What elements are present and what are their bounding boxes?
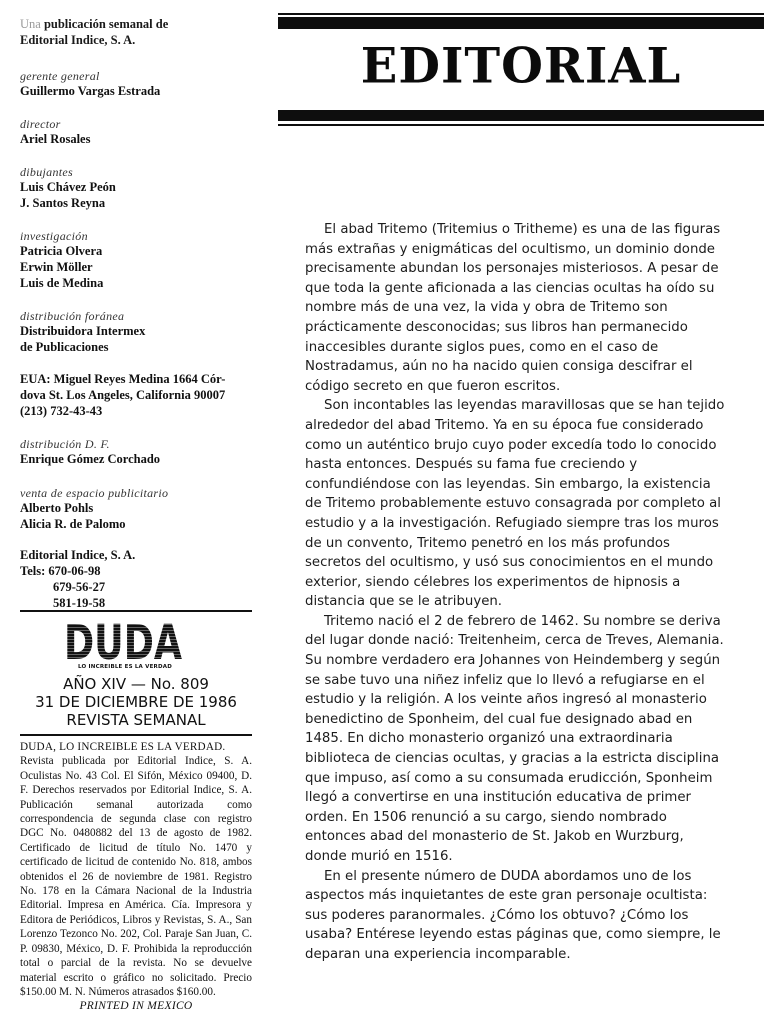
editorial-article <box>305 220 729 965</box>
issue-date: 31 DE DICIEMBRE DE 1986 <box>35 693 237 711</box>
article-paragraph: Tritemo nació el 2 de febrero de 1462. Su nombre se deriva del lugar donde nació: Treitenheim, cerca de Treves, Alemania. Su nombre verdadero era Johannes von Heindemberg y según se sabe tuvo una niñez infeliz que lo llevó a refugiarse en el estudio y la religión. A los veinte años ingresó al monasterio benedictino de Sponheim, del cual fue designado abad en 1485. En dicho monasterio organizó una extraordinaria biblioteca de ciencias ocultas, y gracias a la estricta disciplina que impuso, así como a su consumada erudicción, Sponheim llegó a convertirse en una institución educativa de primer orden. En 1506 renunció a su cargo, siendo nombrado entonces abad del monasterio de St. Jakob en Wurzburg, donde murió en 1516. <box>305 613 724 864</box>
printed-in: PRINTED IN MEXICO <box>79 1000 193 1012</box>
footer-rule-thick <box>278 110 764 121</box>
credit-name: de Publicaciones <box>20 340 109 354</box>
article-paragraph: En el presente número de DUDA abordamos uno de los aspectos más inquietantes de este gran personaje ocultista: sus poderes paranormales. ¿Cómo los obtuvo? ¿Cómo los usaba? Entérese leyendo estas páginas que, como siempre, le deparan una experiencia incomparable. <box>305 868 721 962</box>
credit-name: Ariel Rosales <box>20 132 91 146</box>
publisher-name: Editorial Indice, S. A. <box>20 548 136 562</box>
divider <box>20 610 252 612</box>
phone-number: 670-06-98 <box>48 564 101 578</box>
credit-investigacion <box>20 229 260 291</box>
credit-name: Alicia R. de Palomo <box>20 517 126 531</box>
issue-number: AÑO XIV — No. 809 <box>63 675 209 693</box>
credit-distribucion-foranea <box>20 309 260 355</box>
credit-name: Distribuidora Intermex <box>20 324 146 338</box>
credit-name: Alberto Pohls <box>20 501 94 515</box>
divider <box>20 734 252 736</box>
credit-name: Enrique Gómez Corchado <box>20 452 161 466</box>
credit-role: distribución foránea <box>20 309 125 323</box>
eua-line: (213) 732-43-43 <box>20 404 103 418</box>
masthead <box>20 16 255 48</box>
header-rule-thin <box>278 13 764 15</box>
issue-frequency: REVISTA SEMANAL <box>66 711 206 729</box>
legal-text: Revista publicada por Editorial Indice, S. A. Oculistas No. 43 Col. El Sifón, México 09400, D. F. Derechos reservados por Editorial Indice, S. A. Publicación semanal autorizada como correspondencia de segunda clase con registro DGC No. 0480882 del 13 de agosto de 1982. Certificado de licitud de título No. 1470 y certificado de licitud de contenido No. 818, ambos obtenidos el 26 de noviembre de 1981. Registro No. 178 en la Cámara Nacional de la Industria Editorial. Impresa en América. Cía. Impresora y Editora de Periódicos, Libros y Revistas, S. A., San Lorenzo Tezonco No. 202, Col. Paraje San Juan, C. P. 09830, México, D. F. Prohibida la reproducción total o parcial de la revista. No se devuelve material escrito o gráfico no solicitado. Precio $150.00 M. N. Números atrasados $160.00. <box>20 755 252 998</box>
legal-notice <box>20 740 252 999</box>
credit-name: Guillermo Vargas Estrada <box>20 84 161 98</box>
credit-role: distribución D. F. <box>20 437 110 451</box>
legal-heading: DUDA, LO INCREIBLE ES LA VERDAD. <box>20 741 226 753</box>
credit-director <box>20 117 260 147</box>
tels-label: Tels: <box>20 564 46 578</box>
phone-number: 581-19-58 <box>53 596 106 610</box>
credit-name: Luis de Medina <box>20 276 104 290</box>
credit-role: investigación <box>20 229 88 243</box>
credit-role: dibujantes <box>20 165 73 179</box>
credit-dibujantes <box>20 165 260 211</box>
duda-logo <box>63 619 183 665</box>
footer-rule-thin <box>278 124 764 126</box>
credit-venta-publicidad <box>20 486 260 532</box>
logo-wordmark: DUDA <box>64 619 182 665</box>
article-paragraph: El abad Tritemo (Tritemius o Tritheme) es una de las figuras más extrañas y enigmáticas del ocultismo, un dominio donde precisamente abundan los personajes misteriosos. A pesar de que toda la gente aficionada a las ciencias ocultas ha oído su nombre más de una vez, la vida y obra de Tritemo son prácticamente desconocidas; sus libros han permanecido inaccesibles durante siglos pues, como en el caso de Nostradamus, aún no ha nacido quien consiga descifrar el código secreto en que fueron escritos. <box>305 222 721 394</box>
editorial-title: EDITORIAL <box>360 37 682 95</box>
credit-name: Patricia Olvera <box>20 244 103 258</box>
credit-role: venta de espacio publicitario <box>20 486 169 500</box>
header-rule-thick <box>278 17 764 29</box>
credit-role: gerente general <box>20 69 100 83</box>
credit-role: director <box>20 117 61 131</box>
logo-tagline: LO INCREIBLE ES LA VERDAD <box>78 664 172 670</box>
phone-line <box>20 563 260 579</box>
intro-faded-word: Una <box>20 17 41 31</box>
article-paragraph: Son incontables las leyendas maravillosas que se han tejido alrededor del abad Tritemo. Ya en su época fue considerado como un auténtico brujo cuyo poder excedía todo lo conocido hasta entonces. Después su fama fue creciendo y confundiéndose con las leyendas. Sin embargo, la existencia de Tritemo probablemente estuvo consagrada por completo al estudio y a la investigación. Refugiado siempre tras los muros de un convento, Tritemo penetró en los más profundos secretos del ocultismo, y usó sus conocimientos en el mundo exterior, siendo célebres los experimentos de hipnosis a distancia que se le atribuyen. <box>305 398 725 610</box>
masthead-intro <box>20 16 255 48</box>
phone-number: 679-56-27 <box>53 580 106 594</box>
credit-distribucion-df <box>20 437 260 467</box>
credit-name: Luis Chávez Peón <box>20 180 116 194</box>
eua-contact <box>20 371 260 419</box>
eua-line: dova St. Los Angeles, California 90007 <box>20 388 226 402</box>
credit-gerente-general <box>20 69 260 99</box>
publisher-contact <box>20 547 260 611</box>
credit-name: Erwin Möller <box>20 260 93 274</box>
intro-line-2: Editorial Indice, S. A. <box>20 33 136 47</box>
credit-name: J. Santos Reyna <box>20 196 106 210</box>
intro-line-1: publicación semanal de <box>43 17 169 31</box>
eua-line: EUA: Miguel Reyes Medina 1664 Cór- <box>20 372 226 386</box>
